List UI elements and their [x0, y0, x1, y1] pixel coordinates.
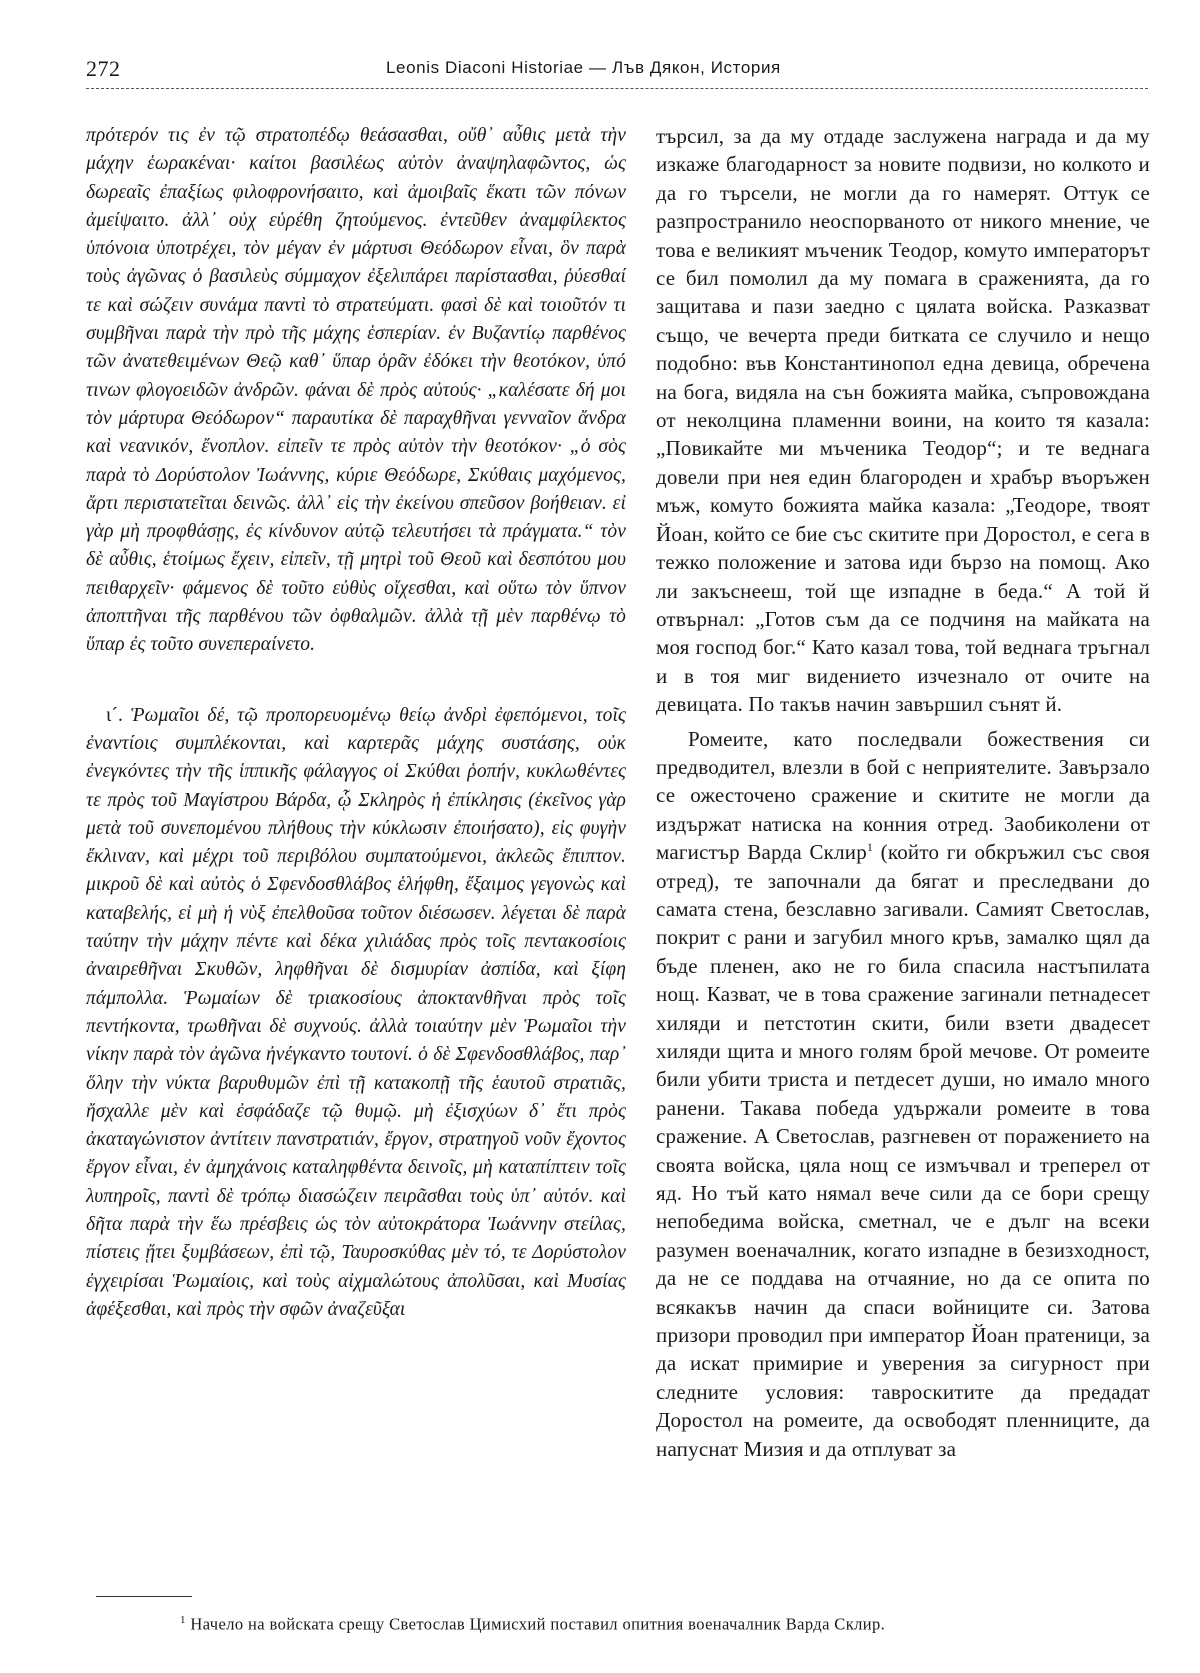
- bulgarian-paragraph: търсил, за да му отдаде заслужена награда и да му изкаже благодарност за новите подвизи, но колкото и да го търсели, не могли да го намерят. Оттук се разпространило неоспорваното от никого мнение, че това е великият мъченик Теодор, комуто императорът се бил помолил да му помага в сраженията, да го защитава и пази заедно с цялата войска. Разказват също, че вечерта преди битката се случило и нещо подобно: във Константинопол една девица, обречена на бога, видяла на сън божията майка, съпровождана от неколцина пламенни воини, на които тя казала: „Повикайте ми мъченика Теодор“; и те веднага довели при нея един благороден и храбър въоръжен мъж, комуто божията майка казала: „Теодоре, твоят Йоан, който се бие със скитите при Доростол, е сега в тежко положение и затова иди бързо на помощ. Ако ли закъснееш, той ще изпадне в беда.“ А той й отвърнал: „Готов съм да се подчиня на майката на моя господ бог.“ Като казал това, той веднага тръгнал и в тоя миг видението изчезнало от очите на девицата. По такъв начин завършил сънят й.: [656, 124, 1150, 717]
- header-rule: [86, 88, 1148, 89]
- bulgarian-paragraph-text-a: Ромеите, като последвали божествения си предводител, влезли в бой с неприятелите. Завързало се ожесточено сражение и скитите не могли да издържат натиска на конния отред. Заобиколени от магистър Варда Склир: [656, 726, 1150, 865]
- footnote-text: Начело на войската срещу Светослав Цимисхий поставил опитния военачалник Варда Склир.: [185, 1614, 886, 1634]
- running-header: [86, 52, 1146, 92]
- footnote-rule: [96, 1596, 192, 1597]
- section-marker: ι´.: [106, 704, 123, 726]
- bulgarian-column: [656, 122, 1150, 1463]
- bulgarian-paragraph-text-b: (който ги обкръжил със своя отред), те започнали да бягат и преследвани до самата стена, безславно загивали. Самият Светослав, покрит с рани и загубил много кръв, замалко щял да бъде пленен, ако не го била спасила настъпилата нощ. Казват, че в това сражение загинали петнадесет хиляди и петстотин скити, били взети двадесет хиляди щита и много голям брой мечове. От ромеите били убити триста и петдесет души, но имало много ранени. Такава победа удържали ромеите в това сражение. А Светослав, разгневен от поражението на своята войска, цяла нощ се измъчвал и треперел от яд. Но тъй като нямал вече сили да се бори срещу непобедима войска, сметнал, че е дълг на всеки разумен военачалник, когато изпадне в безизходност, да не се поддава на отчаяние, но да се опита по всякакъв начин да спаси войниците си. Затова призори проводил при император Йоан пратеници, за да искат примирие и уверения за сигурност при следните условия: тавроскитите да предадат Доростол на ромеите, да освободят пленниците, да напуснат Мизия и да отплуват за: [656, 840, 1150, 1461]
- footnote-reference: 1: [866, 840, 874, 855]
- footnote: [180, 1614, 1140, 1635]
- page-number: 272: [86, 56, 121, 81]
- running-title: Leonis Diaconi Historiae — Лъв Дякон, История: [386, 58, 781, 77]
- footnote-marker: 1: [180, 1614, 186, 1626]
- greek-paragraph: πρότερόν τις ἐν τῷ στρατοπέδῳ θεάσασθαι, οὔθ᾽ αὖθις μετὰ τὴν μάχην ἑωρακέναι· καίτοι βασιλέως αὐτὸν ἀναψηλαφῶντος, ὡς δωρεαῖς ἐπαξίως φιλοφρονήσαιτο, καὶ ἀμοιβαῖς ἕκατι τῶν πόνων ἀμείψαιτο. ἀλλ᾽ οὐχ εὑρέθη ζητούμενος. ἐντεῦθεν ἀναμφίλεκτος ὑπόνοια ὑποτρέχει, τὸν μέγαν ἐν μάρτυσι Θεόδωρον εἶναι, ὃν παρὰ τοὺς ἀγῶνας ὁ βασιλεὺς σύμμαχον ἐξελιπάρει παρίστασθαι, ῥύεσθαί τε καὶ σώζειν συνάμα παντὶ τὸ στρατεύματι. φασὶ δὲ καὶ τοιοῦτόν τι συμβῆναι παρὰ τὴν πρὸ τῆς μάχης ἑσπερίαν. ἐν Βυζαντίῳ παρθένος τῶν ἀνατεθειμένων Θεῷ καθ᾽ ὕπαρ ὁρᾶν ἐδόκει τὴν θεοτόκον, ὑπό τινων φλογοειδῶν ἀνδρῶν. φάναι δὲ πρὸς αὐτούς· „καλέσατε δή μοι τὸν μάρτυρα Θεόδωρον“ παραυτίκα δὲ παραχθῆναι γενναῖον ἄνδρα καὶ νεανικόν, ἔνοπλον. εἰπεῖν τε πρὸς αὐτὸν τὴν θεοτόκον· „ὁ σὸς παρὰ τὸ Δορύστολον Ἰωάννης, κύριε Θεόδωρε, Σκύθαις μαχόμενος, ἄρτι περιστατεῖται δεινῶς. ἀλλ᾽ εἰς τὴν ἐκείνου σπεῦσον βοήθειαν. εἰ γὰρ μὴ προφθάσῃς, ἐς κίνδυνον αὐτῷ τελευτήσει τὰ πράγματα.“ τὸν δὲ αὖθις, ἑτοίμως ἔχειν, εἰπεῖν, τῇ μητρὶ τοῦ Θεοῦ καὶ δεσπότου μου πειθαρχεῖν· φάμενος δὲ τοῦτο εὐθὺς οἴχεσθαι, καὶ οὕτω τὸν ὕπνον ἀποπτῆναι τῆς παρθένου τῶν ὀφθαλμῶν. ἀλλὰ τῇ μὲν παρθένῳ τὸ ὕπαρ ἐς τοῦτο συνεπεραίνετο.: [86, 125, 626, 656]
- greek-column: [86, 122, 626, 1324]
- greek-section-paragraph: [86, 702, 626, 1325]
- greek-paragraph-text: Ῥωμαῖοι δέ, τῷ προπορευομένῳ θείῳ ἀνδρὶ ἐφεπόμενοι, τοῖς ἐναντίοις συμπλέκονται, καὶ καρτερᾶς μάχης συστάσης, οὐκ ἐνεγκόντες τὴν τῆς ἱππικῆς φάλαγγος οἱ Σκύθαι ῥοπήν, κυκλωθέντες τε πρὸς τοῦ Μαγίστρου Βάρδα, ᾧ Σκληρὸς ἡ ἐπίκλησις (ἐκεῖνος γὰρ μετὰ τοῦ συνεπομένου πλήθους τὴν κύκλωσιν ἐποιήσατο), εἰς φυγὴν ἔκλιναν, καὶ μέχρι τοῦ περιβόλου συμπατούμενοι, ἀκλεῶς ἔπιπτον. μικροῦ δὲ καὶ αὐτὸς ὁ Σφενδοσθλάβος ἑλήφθη, ἔξαιμος γεγονὼς καὶ καταβελής, εἰ μὴ ἡ νὺξ ἐπελθοῦσα τοῦτον διέσωσεν. λέγεται δὲ παρὰ ταύτην τὴν μάχην πέντε καὶ δέκα χιλιάδας πρὸς τοῖς πεντακοσίοις ἀναιρεθῆναι Σκυθῶν, ληφθῆναι δὲ δισμυρίαν ἀσπίδα, καὶ ξίφη πάμπολλα. Ῥωμαίων δὲ τριακοσίους ἀποκτανθῆναι πρὸς τοῖς πεντήκοντα, τρωθῆναι δὲ συχνούς. ἀλλὰ τοιαύτην μὲν Ῥωμαῖοι τὴν νίκην παρὰ τὸν ἀγῶνα ἠνέγκαντο τουτονί. ὁ δὲ Σφενδοσθλάβος, παρ᾽ ὅλην τὴν νύκτα βαρυθυμῶν ἐπὶ τῇ κατακοπῇ τῆς ἑαυτοῦ στρατιᾶς, ἤσχαλλε μὲν καὶ ἐσφάδαζε τῷ θυμῷ. μὴ ἐξισχύων δ᾽ ἔτι πρὸς ἀκαταγώνιστον ἀντίτειν πανστρατιάν, ἔργον, στρατηγοῦ νοῦν ἔχοντος ἔργον εἶναι, ἐν ἀμηχάνοις καταληφθέντα δεινοῖς, μὴ καταπίπτειν τοῖς λυπηροῖς, παντὶ δὲ τρόπῳ διασώζειν πειρᾶσθαι τοὺς ὑπ᾽ αὐτόν. καὶ δῆτα παρὰ τὴν ἕω πρέσβεις ὡς τὸν αὐτοκράτορα Ἰωάννην στείλας, πίστεις ᾔτει ξυμβάσεων, ἐπὶ τῷ, Ταυροσκύθας μὲν τό, τε Δορύστολον ἐγχειρίσαι Ῥωμαίοις, καὶ τοὺς αἰχμαλώτους ἀπολῦσαι, καὶ Μυσίας ἀφέξεσθαι, καὶ πρὸς τὴν σφῶν ἀναζεῦξαι: [86, 704, 626, 1320]
- bulgarian-paragraph-2: [656, 725, 1150, 1464]
